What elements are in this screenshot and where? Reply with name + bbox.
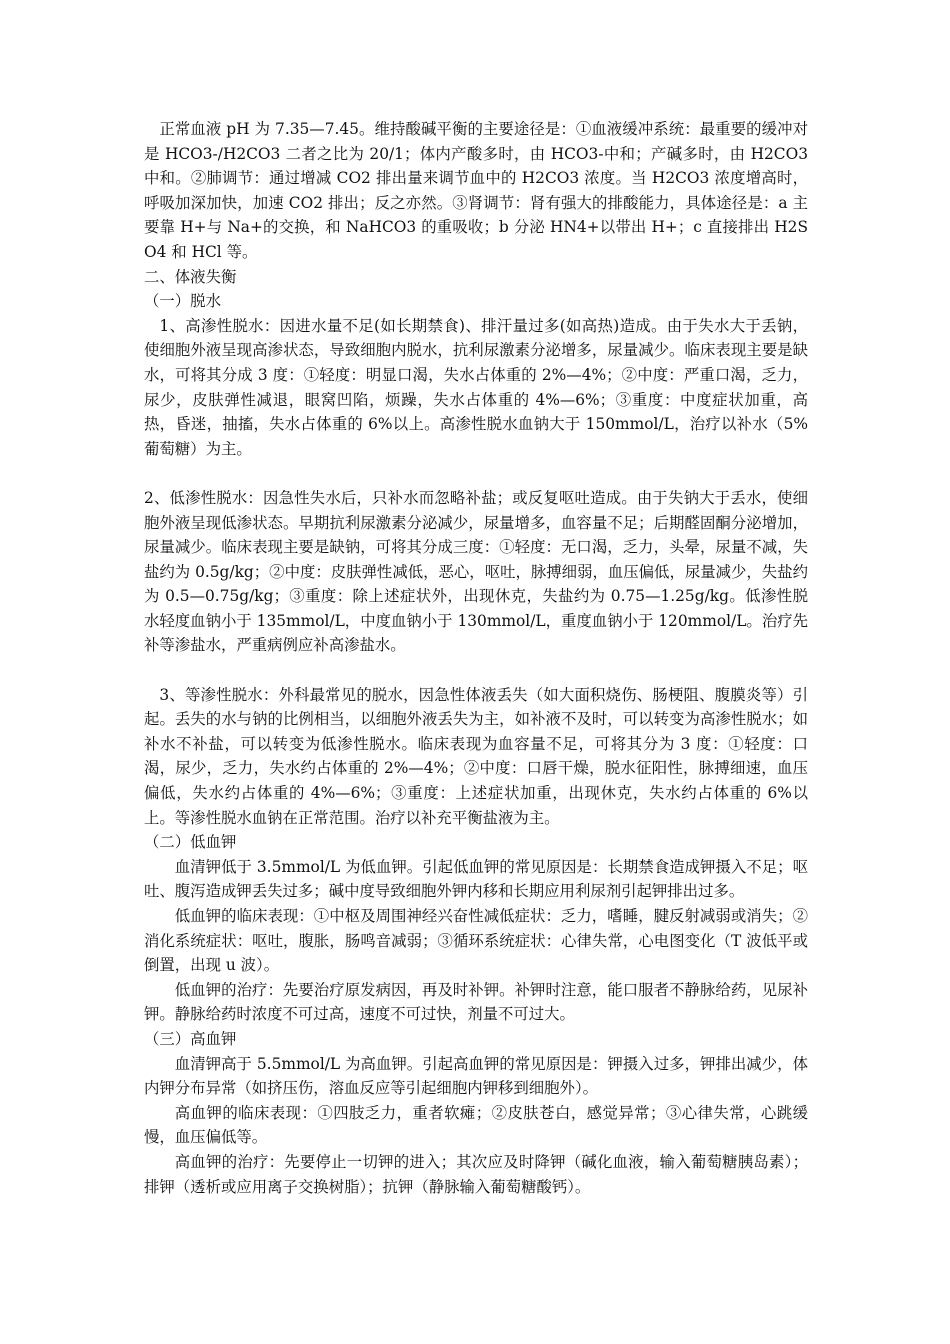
blank-line [144,461,808,486]
paragraph-hypokalemia-definition: 血清钾低于 3.5mmol/L 为低血钾。引起低血钾的常见原因是：长期禁食造成钾摄入不足；呕吐、腹泻造成钾丢失过多；碱中度导致细胞外钾内移和长期应用利尿剂引起钾排出过多。 [144,857,808,901]
subheading-dehydration: （一）脱水 [144,292,221,311]
section-heading-fluid-imbalance: 二、体液失衡 [144,267,237,286]
paragraph-hypertonic-dehydration: 1、高渗性脱水：因进水量不足(如长期禁食)、排汗量过多(如高热)造成。由于失水大于丢钠，使细胞外液呈现高渗状态，导致细胞内脱水，抗利尿激素分泌增多，尿量减少。临床表现主要是缺水，可将其分成 3 度：①轻度：明显口渴，失水占体重的 2%—4%；②中度：严重口渴，乏力，尿少，皮肤弹性减退，眼窝凹陷，烦躁，失水占体重的 4%—6%；③重度：中度症状加重，高热，昏迷，抽搐，失水占体重的 6%以上。高渗性脱水血钠大于 150mmol/L，治疗以补水（5%葡萄糖）为主。 [144,316,808,458]
subheading-hyperkalemia: （三）高血钾 [144,1029,237,1048]
paragraph-hyperkalemia-treatment: 高血钾的治疗：先要停止一切钾的进入；其次应及时降钾（碱化血液，输入葡萄糖胰岛素）；排钾（透析或应用离子交换树脂）；抗钾（静脉输入葡萄糖酸钙）。 [144,1152,808,1196]
paragraph-isotonic-dehydration: 3、等渗性脱水：外科最常见的脱水，因急性体液丢失（如大面积烧伤、肠梗阻、腹膜炎等）引起。丢失的水与钠的比例相当，以细胞外液丢失为主，如补液不及时，可以转变为高渗性脱水；如补水不补盐，可以转变为低渗性脱水。临床表现为血容量不足，可将其分为 3 度：①轻度：口渴，尿少，乏力，失水约占体重的 2%—4%；②中度：口唇干燥，脱水征阳性，脉搏细速，血压偏低，失水约占体重的 4%—6%；③重度：上述症状加重，出现休克，失水约占体重的 6%以上。等渗性脱水血钠在正常范围。治疗以补充平衡盐液为主。 [144,685,808,827]
blank-line [144,658,808,683]
paragraph-acid-base: 正常血液 pH 为 7.35—7.45。维持酸碱平衡的主要途径是：①血液缓冲系统：最重要的缓冲对是 HCO3-/H2CO3 二者之比为 20/1；体内产酸多时，由 HCO3-中和；产碱多时，由 H2CO3 中和。②肺调节：通过增减 CO2 排出量来调节血中的 H2CO3 浓度。当 H2CO3 浓度增高时，呼吸加深加快，加速 CO2 排出；反之亦然。③肾调节：肾有强大的排酸能力，具体途径是：a 主要靠 H+与 Na+的交换，和 NaHCO3 的重吸收；b 分泌 HN4+以带出 H+；c 直接排出 H2SO4 和 HCl 等。 [144,120,808,261]
paragraph-hyperkalemia-definition: 血清钾高于 5.5mmol/L 为高血钾。引起高血钾的常见原因是：钾摄入过多，钾排出减少，体内钾分布异常（如挤压伤，溶血反应等引起细胞内钾移到细胞外）。 [144,1054,808,1098]
paragraph-hypotonic-dehydration: 2、低渗性脱水：因急性失水后，只补水而忽略补盐；或反复呕吐造成。由于失钠大于丢水，使细胞外液呈现低渗状态。早期抗利尿激素分泌减少，尿量增多，血容量不足；后期醛固酮分泌增加，尿量减少。临床表现主要是缺钠，可将其分成三度：①轻度：无口渴，乏力，头晕，尿量不减，失盐约为 0.5g/kg；②中度：皮肤弹性减低，恶心，呕吐，脉搏细弱，血压偏低，尿量减少，失盐约为 0.5—0.75g/kg；③重度：除上述症状外，出现休克，失盐约为 0.75—1.25g/kg。低渗性脱水轻度血钠小于 135mmol/L，中度血钠小于 130mmol/L，重度血钠小于 120mmol/L。治疗先补等渗盐水，严重病例应补高渗盐水。 [144,488,808,655]
paragraph-hypokalemia-clinical: 低血钾的临床表现：①中枢及周围神经兴奋性减低症状：乏力，嗜睡，腱反射减弱或消失；②消化系统症状：呕吐，腹胀，肠鸣音减弱；③循环系统症状：心律失常，心电图变化（T 波低平或倒置，出现 u 波）。 [144,907,808,975]
subheading-hypokalemia: （二）低血钾 [144,833,237,852]
paragraph-hyperkalemia-clinical: 高血钾的临床表现：①四肢乏力，重者软瘫；②皮肤苍白，感觉异常；③心律失常，心跳缓慢，血压偏低等。 [144,1103,808,1147]
paragraph-hypokalemia-treatment: 低血钾的治疗：先要治疗原发病因，再及时补钾。补钾时注意，能口服者不静脉给药，见尿补钾。静脉给药时浓度不可过高，速度不可过快，剂量不可过大。 [144,980,808,1024]
document-page [144,117,808,1199]
